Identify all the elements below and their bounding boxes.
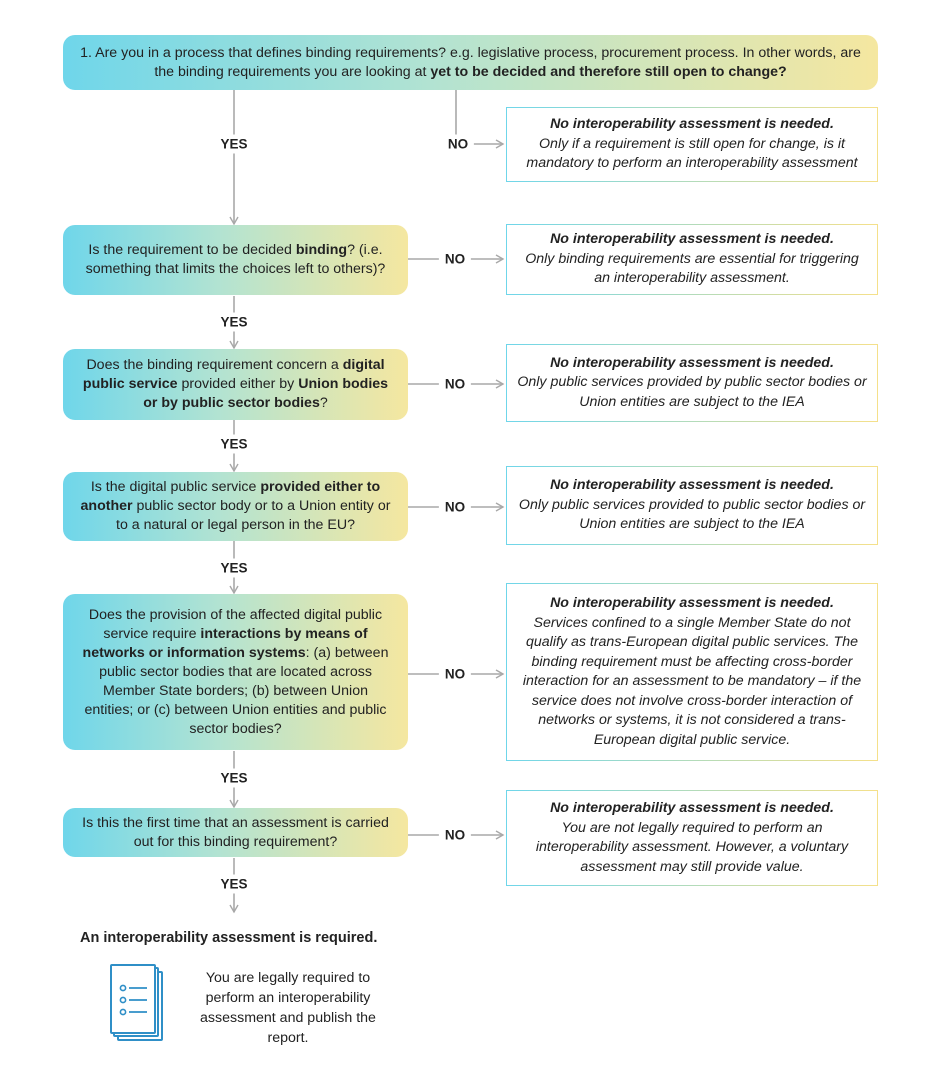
answer-box-1 (506, 107, 878, 182)
question-4 (63, 472, 408, 541)
question-text (77, 241, 394, 279)
no-label: NO (439, 250, 471, 269)
question-text (77, 814, 394, 852)
answer-body: Only if a requirement is still open for change, is it mandatory to perform an interoperability assessment (526, 135, 858, 172)
question-2 (63, 225, 408, 295)
question-run: public sector body or to a Union entity or to a natural or legal person in the EU? (116, 498, 391, 533)
yes-label: YES (214, 559, 253, 578)
question-5 (63, 594, 408, 750)
no-label: NO (442, 135, 474, 154)
answer-box-6 (506, 790, 878, 886)
question-run: ? (i.e. something that limits the choices left to others)? (85, 242, 386, 277)
answer-box-4 (506, 466, 878, 545)
question-emphasis: yet to be decided and therefore still open to change? (430, 63, 787, 80)
question-run: Is the requirement to be decided (88, 242, 296, 258)
yes-label: YES (214, 875, 253, 894)
yes-label: YES (214, 769, 253, 788)
yes-label: YES (214, 313, 253, 332)
answer-heading: No interoperability assessment is needed. (550, 231, 834, 248)
question-emphasis: digital public service (82, 357, 385, 392)
question-run: Is the digital public service (90, 479, 261, 495)
no-label: NO (439, 375, 471, 394)
final-outcome-title: An interoperability assessment is required. (80, 930, 378, 946)
answer-body: Only public services provided to public sector bodies or Union entities are subject to the IEA (518, 496, 866, 533)
answer-body: Services confined to a single Member State do not qualify as trans-European digital public services. The binding requirement must be affecting cross-border interaction for an assessment to be mandatory – if the service does not involve cross-border interaction of networks or systems, it is not considered a trans-European digital public service. (522, 614, 862, 748)
yes-label: YES (214, 135, 253, 154)
answer-heading: No interoperability assessment is needed. (550, 354, 834, 371)
answer-heading: No interoperability assessment is needed. (550, 800, 834, 816)
answer-heading: No interoperability assessment is needed. (550, 116, 834, 133)
answer-box-3 (506, 344, 878, 422)
question-text (77, 478, 394, 535)
answer-heading: No interoperability assessment is needed. (550, 595, 834, 611)
answer-box-2 (506, 224, 878, 295)
no-label: NO (439, 665, 471, 684)
question-3 (63, 349, 408, 420)
answer-body: You are not legally required to perform an interoperability assessment. However, a voluntary assessment may still provide value. (535, 819, 849, 875)
question-run: Does the provision of the affected digital public service require (88, 606, 383, 642)
answer-body: Only public services provided by public sector bodies or Union entities are subject to the IEA (517, 374, 867, 410)
question-run: 1. Are you in a process that defines binding requirements? e.g. legislative process, procurement process. In other words, are the binding requirements you are looking at (80, 44, 861, 80)
question-emphasis: interactions by means of networks or information systems (82, 625, 368, 661)
question-run: Is this the first time that an assessment is carried out for this binding requirement? (82, 814, 389, 850)
final-outcome-text: You are legally required to perform an interoperability assessment and publish the report. (200, 970, 376, 1046)
question-run: Does the binding requirement concern a (86, 357, 343, 373)
answer-heading: No interoperability assessment is needed. (550, 477, 834, 494)
answer-box-5 (506, 583, 878, 761)
question-6 (63, 808, 408, 857)
answer-body: Only binding requirements are essential for triggering an interoperability assessment. (525, 250, 859, 287)
no-label: NO (439, 826, 471, 845)
document-list-icon (110, 964, 166, 1044)
question-text (77, 44, 864, 82)
question-emphasis: provided either to another (80, 479, 381, 514)
question-run: ? (319, 395, 328, 411)
question-emphasis: binding (295, 242, 348, 258)
no-label: NO (439, 498, 471, 517)
question-text (77, 356, 394, 413)
question-run: : (a) between public sector bodies that are located across Member State borders; (b) between Union entities; or (c) between Union entities and public sector bodies? (84, 644, 389, 737)
yes-label: YES (214, 435, 253, 454)
question-1 (63, 35, 878, 90)
question-text (77, 606, 394, 739)
question-emphasis: Union bodies or by public sector bodies (143, 376, 389, 411)
question-run: provided either by (177, 376, 299, 392)
